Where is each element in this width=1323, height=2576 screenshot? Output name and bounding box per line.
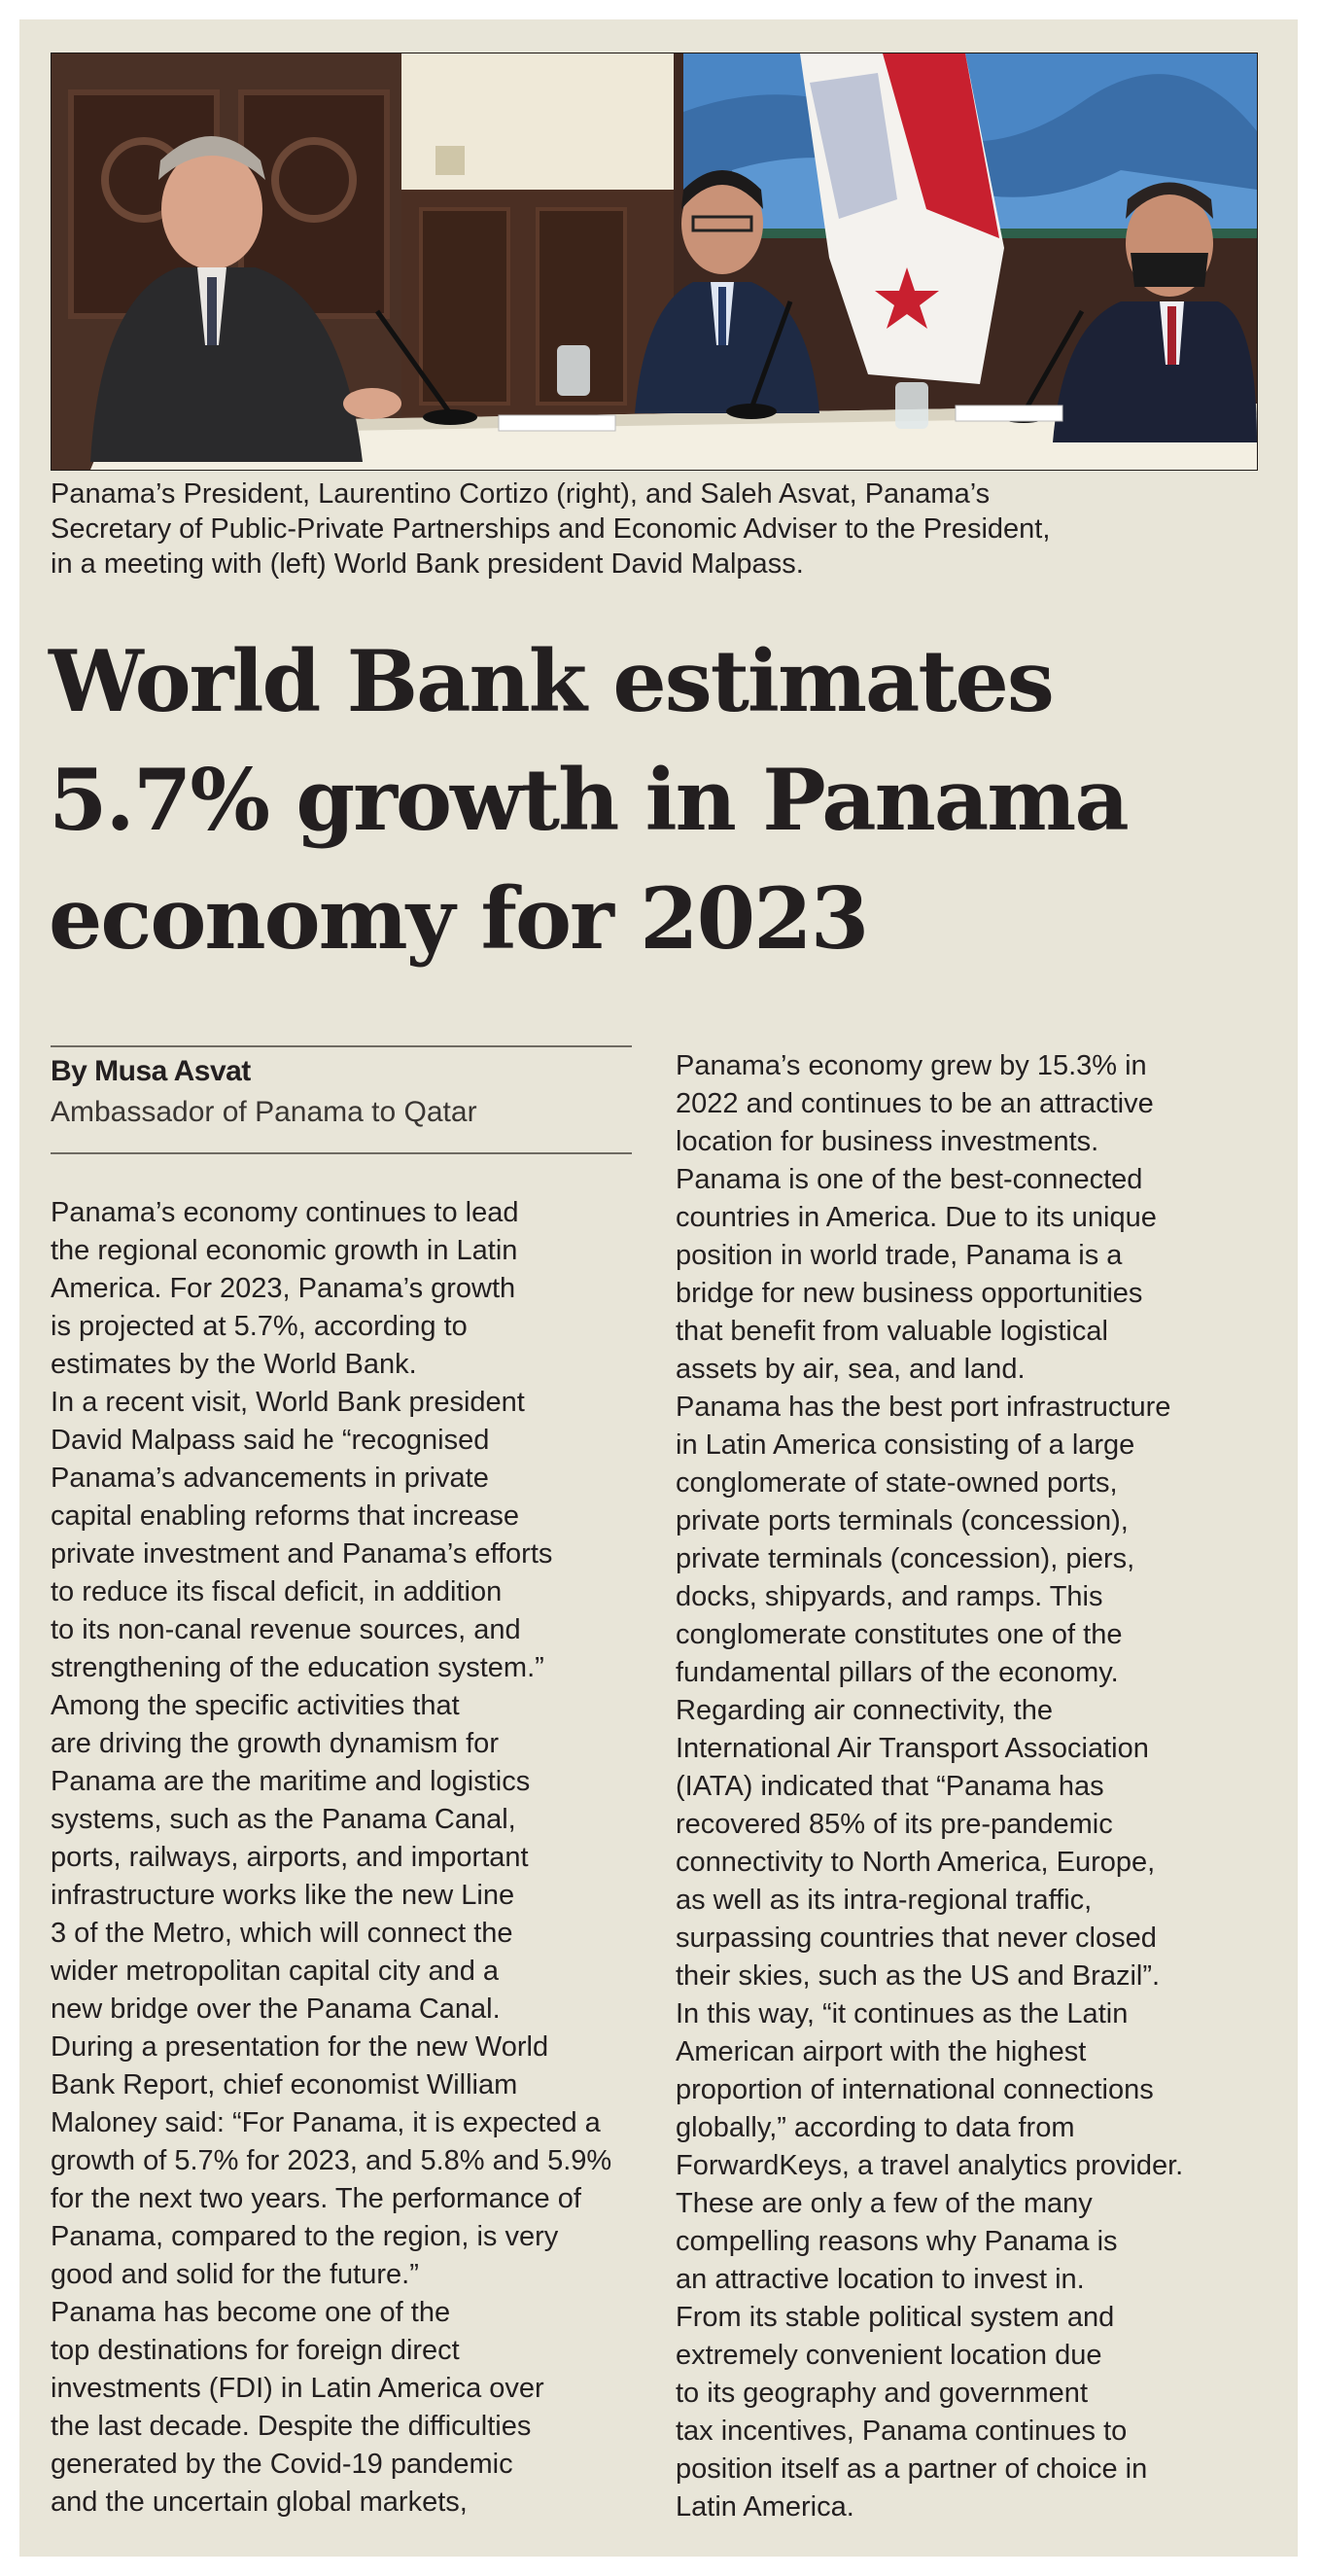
author-role: Ambassador of Panama to Qatar: [51, 1096, 477, 1128]
byline-bottom-divider: [51, 1152, 632, 1154]
meeting-photo-illustration: [52, 53, 1257, 470]
news-photo: [51, 53, 1258, 471]
article-headline: World Bank estimates 5.7% growth in Panama economy for 2023: [49, 631, 1128, 969]
author-byline: By Musa Asvat: [51, 1055, 251, 1087]
byline-top-divider: [51, 1045, 632, 1047]
body-column-right: Panama’s economy grew by 15.3% in 2022 and continues to be an attractive location for business investments. Panama is one of the best-connected countries in America. Due to its unique position in world trade, Panama is a bridge for new business opportunities that benefit from valuable logistical assets by air, sea, and land. Panama has the best port infrastructure in Latin America consisting of a large conglomerate of state-owned ports, private ports terminals (concession), private terminals (concession), piers, docks, shipyards, and ramps. This conglomerate constitutes one of the fundamental pillars of the economy. Regarding air connectivity, the International Air Transport Association (IATA) indicated that “Panama has recovered 85% of its pre-pandemic connectivity to North America, Europe, as well as its intra-regional traffic, surpassing countries that never closed their skies, such as the US and Brazil”. In this way, “it continues as the Latin American airport with the highest proportion of international connections globally,” according to data from ForwardKeys, a travel analytics provider. These are only a few of the many compelling reasons why Panama is an attractive location to invest in. From its stable political system and extremely convenient location due to its geography and government tax incentives, Panama continues to position itself as a partner of choice in Latin America.: [676, 1050, 1184, 2523]
photo-caption: Panama’s President, Laurentino Cortizo (right), and Saleh Asvat, Panama’s Secretary of Public-Private Partnerships and Economic Adviser to the President, in a meeting with (left) World Bank president David Malpass.: [51, 478, 1051, 580]
body-column-left: Panama’s economy continues to lead the regional economic growth in Latin America. For 2023, Panama’s growth is projected at 5.7%, according to estimates by the World Bank. In a recent visit, World Bank president David Malpass said he “recognised Panama’s advancements in private capital enabling reforms that increase private investment and Panama’s efforts to reduce its fiscal deficit, in addition to its non-canal revenue sources, and strengthening of the education system.” Among the specific activities that are driving the growth dynamism for Panama are the maritime and logistics systems, such as the Panama Canal, ports, railways, airports, and important infrastructure works like the new Line 3 of the Metro, which will connect the wider metropolitan capital city and a new bridge over the Panama Canal. During a presentation for the new World Bank Report, chief economist William Maloney said: “For Panama, it is expected a growth of 5.7% for 2023, and 5.8% and 5.9% for the next two years. The performance of Panama, compared to the region, is very good and solid for the future.” Panama has become one of the top destinations for foreign direct investments (FDI) in Latin America over the last decade. Despite the difficulties generated by the Covid-19 pandemic and the uncertain global markets,: [51, 1197, 612, 2518]
